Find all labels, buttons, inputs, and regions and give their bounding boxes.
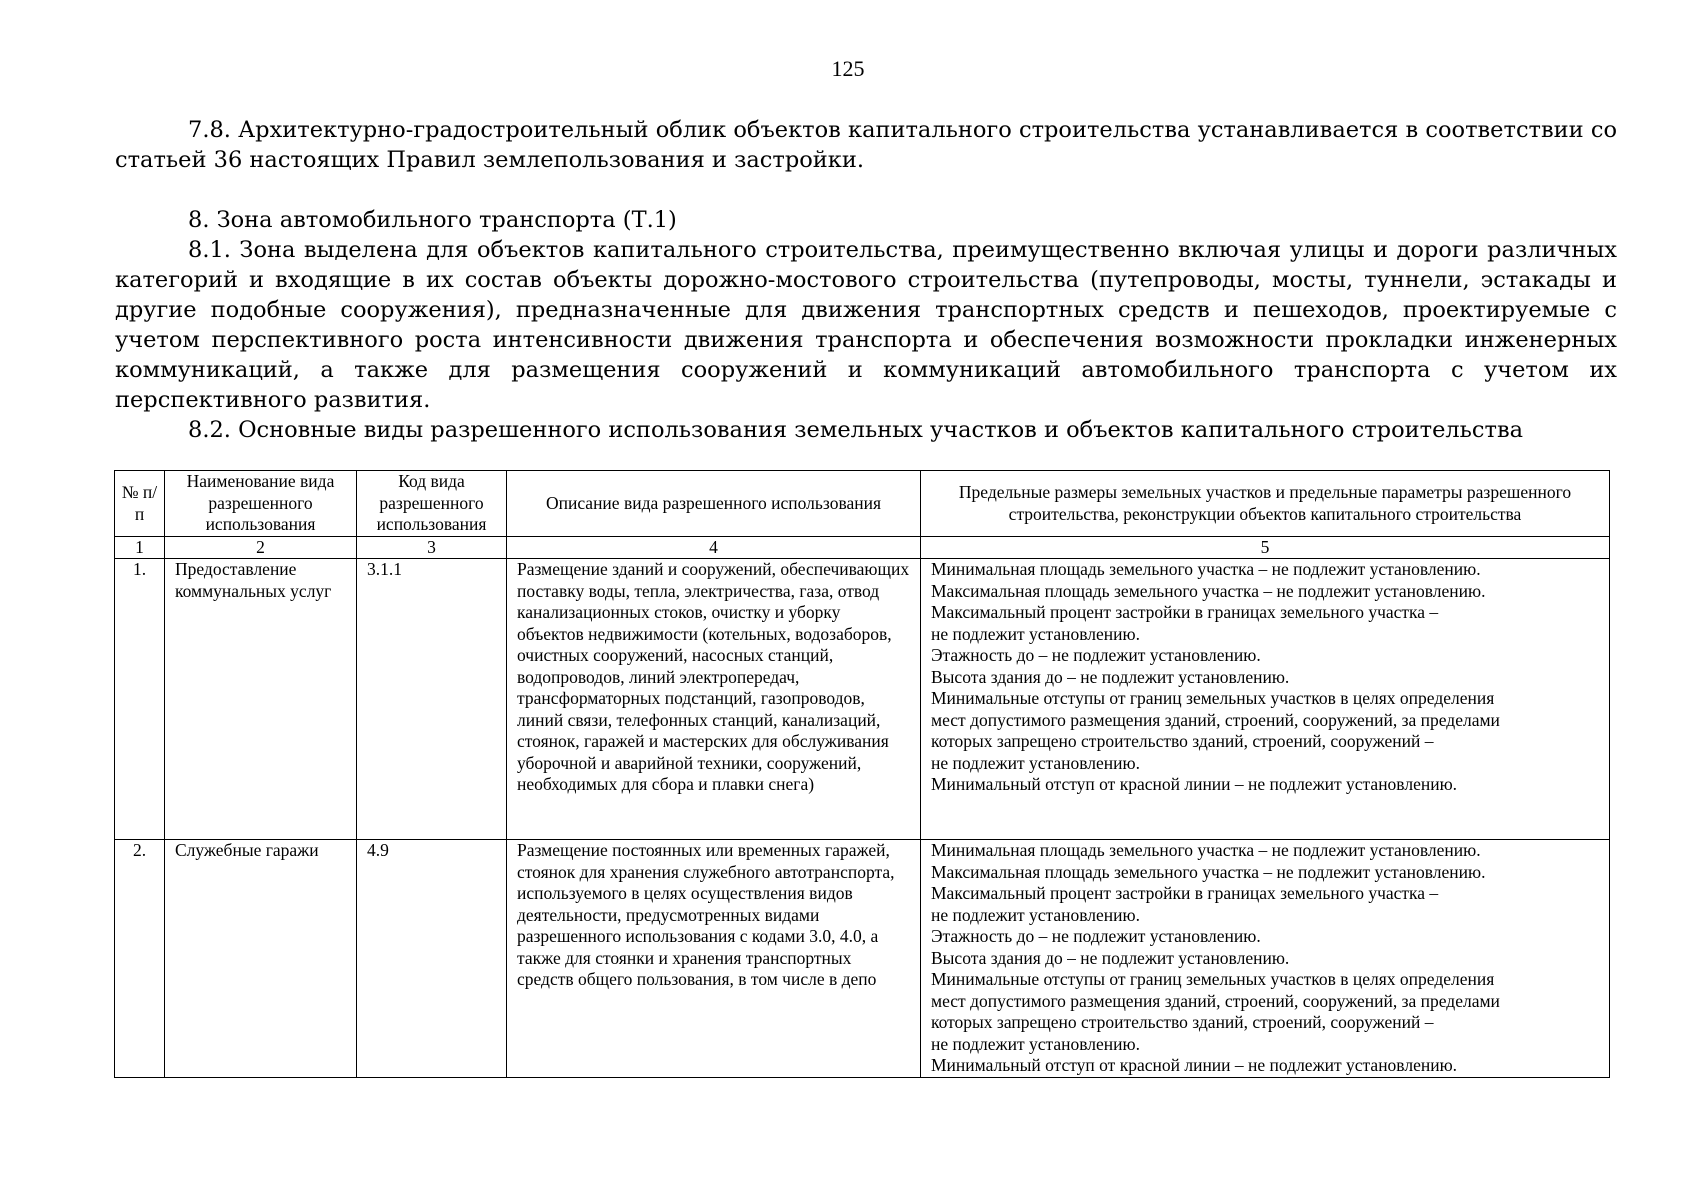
limit-line: которых запрещено строительство зданий, строений, сооружений –	[931, 1012, 1434, 1032]
column-numbers-row	[115, 537, 1610, 559]
table-row	[115, 840, 1610, 1078]
row-number: 1.	[115, 559, 165, 840]
paragraph-8-1: 8.1. Зона выделена для объектов капитального строительства, преимущественно включая улицы и дороги различных категорий и входящие в их состав объекты дорожно-мостового строительства (путепроводы, мосты, туннели, эстакады и другие подобные сооружения), предназначенные для движения транспортных средств и пешеходов, проектируемые с учетом перспективного роста интенсивности движения транспорта и обеспечения возможности прокладки инженерных коммуникаций, а также для размещения сооружений и коммуникаций автомобильного транспорта с учетом их перспективного развития.	[115, 237, 1617, 413]
limits-cell	[921, 559, 1610, 840]
use-code: 4.9	[357, 840, 507, 1078]
limit-line: Минимальные отступы от границ земельных участков в целях определения	[931, 969, 1495, 989]
limit-line: Максимальная площадь земельного участка – не подлежит установлению.	[931, 580, 1486, 601]
paragraph-8-2: 8.2. Основные виды разрешенного использования земельных участков и объектов капитального строительства	[188, 417, 1524, 443]
limit-line: Максимальный процент застройки в границах земельного участка –	[931, 602, 1439, 622]
use-code: 3.1.1	[357, 559, 507, 840]
limit-line: Минимальный отступ от красной линии – не подлежит установлению.	[931, 774, 1458, 794]
column-number: 3	[357, 537, 507, 559]
use-name: Служебные гаражи	[165, 840, 357, 1078]
limit-line: не подлежит установлению.	[931, 904, 1140, 925]
limit-line: Минимальная площадь земельного участка – не подлежит установлению.	[931, 840, 1481, 860]
header-number: № п/п	[115, 471, 165, 537]
limit-line: не подлежит установлению.	[931, 752, 1140, 773]
header-use-code: Код вида разрешенного использования	[357, 471, 507, 537]
limit-line: Этажность до – не подлежит установлению.	[931, 645, 1261, 665]
section-title-zone-t1: 8. Зона автомобильного транспорта (Т.1)	[188, 207, 677, 233]
header-use-name: Наименование вида разрешенного использования	[165, 471, 357, 537]
limit-line: Высота здания до – не подлежит установлению.	[931, 947, 1290, 968]
limit-line: не подлежит установлению.	[931, 623, 1140, 644]
row-number: 2.	[115, 840, 165, 1078]
limit-line: Минимальные отступы от границ земельных участков в целях определения	[931, 688, 1495, 708]
column-number: 5	[921, 537, 1610, 559]
limit-line: Максимальный процент застройки в границах земельного участка –	[931, 883, 1439, 903]
column-number: 1	[115, 537, 165, 559]
document-body	[115, 115, 1617, 445]
limit-line: Максимальная площадь земельного участка – не подлежит установлению.	[931, 861, 1486, 882]
limit-line: мест допустимого размещения зданий, строений, сооружений, за пределами	[931, 990, 1500, 1011]
land-use-table	[114, 470, 1610, 1078]
header-use-description: Описание вида разрешенного использования	[507, 471, 921, 537]
table-header-row	[115, 471, 1610, 537]
use-description: Размещение зданий и сооружений, обеспечивающих поставку воды, тепла, электричества, газа, отвод канализационных стоков, очистку и уборку объектов недвижимости (котельных, водозаборов, очистных сооружений, насосных станций, водопроводов, линий электропередач, трансформаторных подстанций, газопроводов, линий связи, телефонных станций, канализаций, стоянок, гаражей и мастерских для обслуживания уборочной и аварийной техники, сооружений, необходимых для сбора и плавки снега)	[507, 559, 921, 840]
table-row	[115, 559, 1610, 840]
limits-cell	[921, 840, 1610, 1078]
limit-line: которых запрещено строительство зданий, строений, сооружений –	[931, 731, 1434, 751]
limit-line: не подлежит установлению.	[931, 1033, 1140, 1054]
use-name: Предоставление коммунальных услуг	[165, 559, 357, 840]
limit-line: мест допустимого размещения зданий, строений, сооружений, за пределами	[931, 709, 1500, 730]
limit-line: Минимальный отступ от красной линии – не подлежит установлению.	[931, 1055, 1458, 1075]
limit-line: Этажность до – не подлежит установлению.	[931, 926, 1261, 946]
limit-line: Высота здания до – не подлежит установлению.	[931, 666, 1290, 687]
limit-line: Минимальная площадь земельного участка – не подлежит установлению.	[931, 559, 1481, 579]
column-number: 4	[507, 537, 921, 559]
use-description: Размещение постоянных или временных гаражей, стоянок для хранения служебного автотранспорта, используемого в целях осуществления видов деятельности, предусмотренных видами разрешенного использования с кодами 3.0, 4.0, а также для стоянки и хранения транспортных средств общего пользования, в том числе в депо	[507, 840, 921, 1078]
column-number: 2	[165, 537, 357, 559]
paragraph-7-8: 7.8. Архитектурно-градостроительный облик объектов капитального строительства устанавливается в соответствии со статьей 36 настоящих Правил землепользования и застройки.	[115, 117, 1617, 173]
page-number: 125	[831, 56, 865, 81]
header-limits: Предельные размеры земельных участков и предельные параметры разрешенного строительства, реконструкции объектов капитального строительства	[921, 471, 1610, 537]
